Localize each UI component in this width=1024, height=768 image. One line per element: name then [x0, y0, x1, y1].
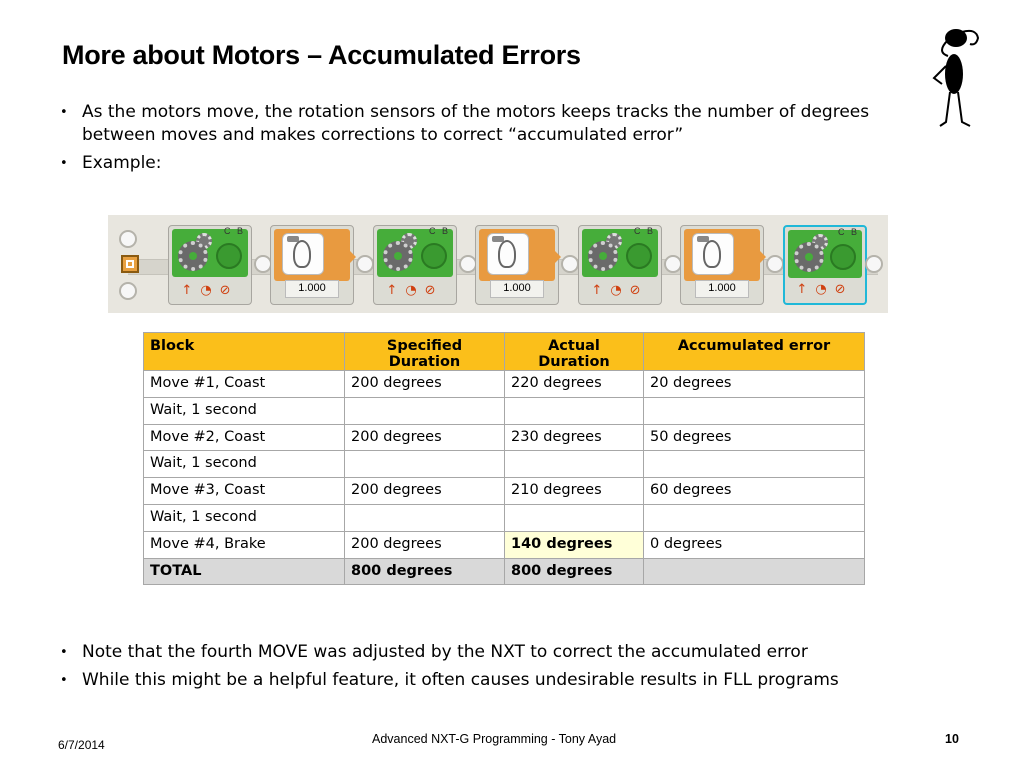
move-block-2[interactable]	[373, 225, 457, 305]
bullet-item: • As the motors move, the rotation sensors of the motors keeps tracks the number of degrees between moves and makes corrections to correct “accumulated error”	[60, 102, 870, 145]
table-row	[144, 504, 865, 531]
table-cell	[644, 451, 865, 478]
table-cell: Move #2, Coast	[144, 424, 345, 451]
table-cell: 0 degrees	[644, 531, 865, 558]
table-cell: 210 degrees	[505, 478, 644, 505]
table-cell: Wait, 1 second	[144, 397, 345, 424]
table-cell	[345, 451, 505, 478]
table-cell: TOTAL	[144, 558, 345, 585]
table-row	[144, 451, 865, 478]
table-cell	[345, 397, 505, 424]
footer-date: 6/7/2014	[58, 738, 105, 752]
motor-ports-label: C B	[837, 227, 859, 237]
table-row	[144, 424, 865, 451]
accumulated-error-table	[143, 332, 865, 585]
table-row	[144, 371, 865, 398]
table-cell	[644, 397, 865, 424]
motor-ports-label: C B	[223, 226, 245, 236]
bullet-item: • Note that the fourth MOVE was adjusted by the NXT to correct the accumulated error	[60, 642, 808, 662]
bullet-item: • While this might be a helpful feature, it often causes undesirable results in FLL programs	[60, 670, 839, 690]
motor-ports-label: C B	[633, 226, 655, 236]
table-cell: 200 degrees	[345, 478, 505, 505]
table-cell	[644, 558, 865, 585]
move-block-1[interactable]	[168, 225, 252, 305]
wheel-icon	[216, 243, 242, 269]
timer-icon	[487, 233, 529, 275]
table-row	[144, 397, 865, 424]
wait-block-2[interactable]	[475, 225, 559, 305]
move-block-4[interactable]	[783, 225, 867, 305]
wait-block-1[interactable]	[270, 225, 354, 305]
wheel-icon	[626, 243, 652, 269]
peg-icon	[865, 255, 883, 273]
table-cell: 200 degrees	[345, 531, 505, 558]
total-row	[144, 558, 865, 585]
table-cell	[505, 451, 644, 478]
wait-block-3[interactable]	[680, 225, 764, 305]
table-cell: Wait, 1 second	[144, 504, 345, 531]
nxt-program-sequence	[108, 215, 888, 313]
table-cell: 50 degrees	[644, 424, 865, 451]
direction-power-icons: ↑◔⊘	[386, 283, 444, 298]
peg-icon	[119, 282, 137, 300]
table-cell: 220 degrees	[505, 371, 644, 398]
wheel-icon	[830, 244, 856, 270]
peg-icon	[119, 230, 137, 248]
peg-icon	[561, 255, 579, 273]
table-cell: 200 degrees	[345, 371, 505, 398]
move-block-3[interactable]	[578, 225, 662, 305]
bullet-dot-icon: •	[60, 156, 68, 171]
table-row	[144, 531, 865, 558]
footer-title: Advanced NXT-G Programming - Tony Ayad	[372, 732, 617, 746]
peg-icon	[766, 255, 784, 273]
start-icon	[121, 255, 139, 273]
gear-icon	[794, 242, 824, 272]
wheel-icon	[421, 243, 447, 269]
direction-power-icons: ↑◔⊘	[181, 283, 239, 298]
peg-icon	[356, 255, 374, 273]
table-cell: Wait, 1 second	[144, 451, 345, 478]
table-cell: 60 degrees	[644, 478, 865, 505]
page-number: 10	[945, 732, 959, 746]
table-cell: Move #1, Coast	[144, 371, 345, 398]
column-header: Accumulated error	[644, 333, 865, 371]
column-header: Block	[144, 333, 345, 371]
column-header: Actual Duration	[505, 333, 644, 371]
table-cell: 230 degrees	[505, 424, 644, 451]
top-bullet-list	[58, 101, 938, 180]
slide-title: More about Motors – Accumulated Errors	[62, 40, 581, 70]
gear-icon	[588, 241, 618, 271]
bullet-dot-icon: •	[60, 673, 68, 688]
table-cell: 20 degrees	[644, 371, 865, 398]
table-cell: Move #3, Coast	[144, 478, 345, 505]
direction-power-icons: ↑◔⊘	[591, 283, 649, 298]
table-cell	[505, 397, 644, 424]
motor-ports-label: C B	[428, 226, 450, 236]
bottom-bullet-list	[58, 641, 958, 697]
gear-icon	[383, 241, 413, 271]
column-header: Specified Duration	[345, 333, 505, 371]
bullet-dot-icon: •	[60, 105, 68, 120]
highlighted-cell: 140 degrees	[505, 531, 644, 558]
bullet-item: • Example:	[60, 153, 162, 173]
table-cell	[505, 504, 644, 531]
wait-duration: 1.000	[695, 280, 749, 298]
timer-icon	[282, 233, 324, 275]
gear-icon	[178, 241, 208, 271]
timer-icon	[692, 233, 734, 275]
table-header-row	[144, 333, 865, 371]
table-cell: 800 degrees	[505, 558, 644, 585]
table-row	[144, 478, 865, 505]
table-cell	[345, 504, 505, 531]
wait-duration: 1.000	[490, 280, 544, 298]
table-cell: 200 degrees	[345, 424, 505, 451]
wait-duration: 1.000	[285, 280, 339, 298]
table-cell: 800 degrees	[345, 558, 505, 585]
bullet-dot-icon: •	[60, 645, 68, 660]
direction-power-icons: ↑◔⊘	[796, 282, 854, 297]
table-cell	[644, 504, 865, 531]
table-cell: Move #4, Brake	[144, 531, 345, 558]
